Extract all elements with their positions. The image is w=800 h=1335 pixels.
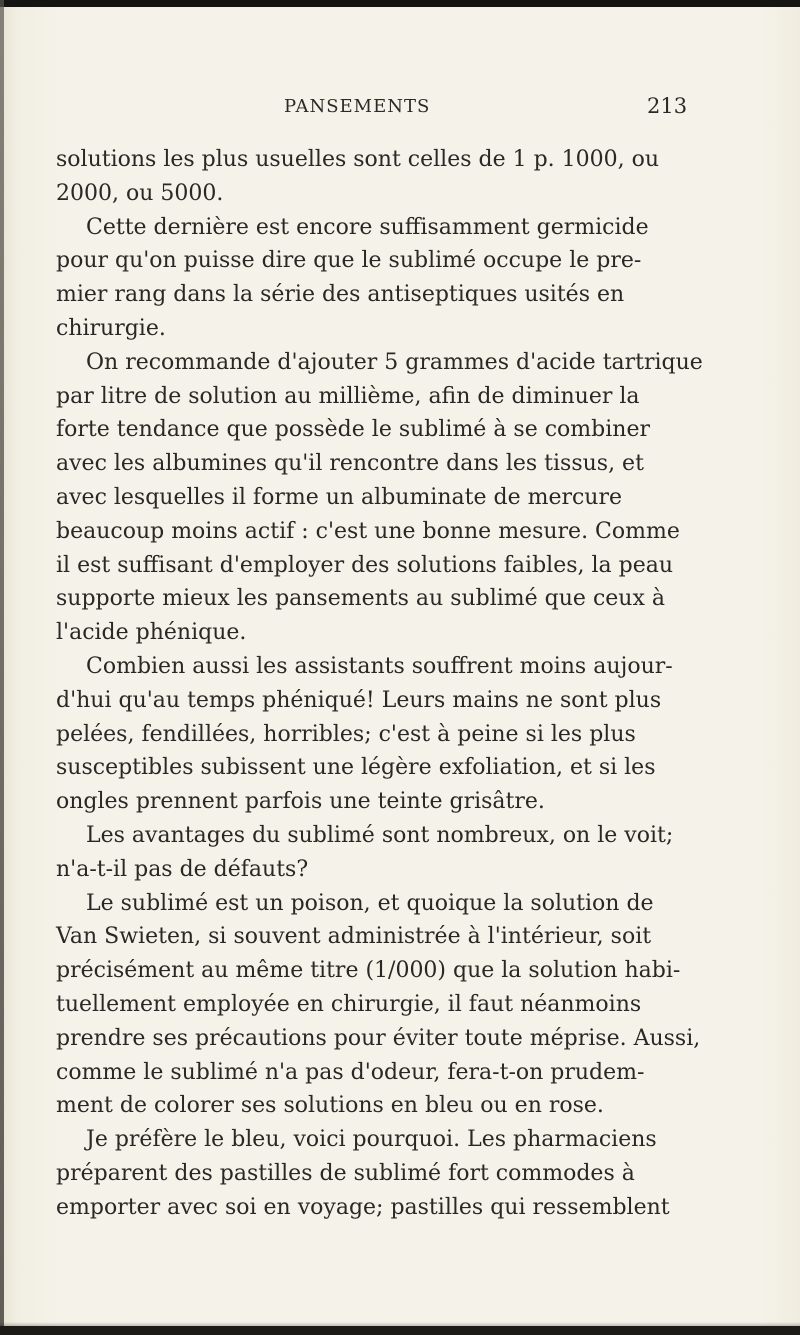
text-line: beaucoup moins actif : c'est une bonne mesure. Comme: [56, 518, 680, 544]
text-line: chirurgie.: [56, 315, 166, 341]
text-line: l'acide phénique.: [56, 620, 247, 646]
text-line: Van Swieten, si souvent administrée à l'intérieur, soit: [56, 924, 652, 950]
text-line: par litre de solution au millième, afin de diminuer la: [56, 383, 640, 409]
paragraph-start-line: Combien aussi les assistants souffrent moins aujour-: [86, 653, 673, 679]
text-line: forte tendance que possède le sublimé à se combiner: [56, 417, 650, 443]
paragraph-start-line: Les avantages du sublimé sont nombreux, on le voit;: [86, 822, 674, 848]
text-line: comme le sublimé n'a pas d'odeur, fera-t-on prudem-: [56, 1059, 645, 1085]
text-line: pour qu'on puisse dire que le sublimé occupe le pre-: [56, 248, 642, 274]
paragraph-start-line: Je préfère le bleu, voici pourquoi. Les pharmaciens: [86, 1127, 657, 1153]
text-line: mier rang dans la série des antiseptiques usités en: [56, 282, 625, 308]
text-line: avec les albumines qu'il rencontre dans les tissus, et: [56, 451, 644, 477]
left-page-edge: [0, 0, 4, 1335]
text-line: avec lesquelles il forme un albuminate de mercure: [56, 484, 623, 510]
text-line: n'a-t-il pas de défauts?: [56, 856, 309, 882]
page-number: 213: [647, 94, 688, 118]
text-line: il est suffisant d'employer des solutions faibles, la peau: [56, 552, 674, 578]
top-edge-rule: [0, 0, 800, 7]
paragraph-start-line: On recommande d'ajouter 5 grammes d'acide tartrique: [86, 349, 703, 375]
text-line: susceptibles subissent une légère exfoliation, et si les: [56, 755, 656, 781]
text-line: solutions les plus usuelles sont celles de 1 p. 1000, ou: [56, 147, 660, 172]
text-line: pelées, fendillées, horribles; c'est à peine si les plus: [56, 721, 636, 747]
text-line: 2000, ou 5000.: [56, 180, 224, 206]
paragraph-start-line: Le sublimé est un poison, et quoique la solution de: [86, 890, 654, 916]
text-line: précisément au même titre (1/000) que la solution habi-: [56, 958, 681, 984]
text-line: supporte mieux les pansements au sublimé que ceux à: [56, 586, 665, 612]
text-line: prendre ses précautions pour éviter toute méprise. Aussi,: [56, 1025, 701, 1051]
paragraph-start-line: Cette dernière est encore suffisamment germicide: [86, 214, 649, 240]
text-line: tuellement employée en chirurgie, il faut néanmoins: [56, 991, 642, 1017]
text-line: ment de colorer ses solutions en bleu ou en rose.: [56, 1093, 604, 1119]
text-line: ongles prennent parfois une teinte grisâtre.: [56, 789, 545, 815]
bottom-edge-rule: [0, 1326, 800, 1335]
text-line: préparent des pastilles de sublimé fort commodes à: [56, 1160, 635, 1186]
text-line: d'hui qu'au temps phéniqué! Leurs mains ne sont plus: [56, 687, 662, 713]
body-text: [56, 143, 756, 1225]
text-line: emporter avec soi en voyage; pastilles qui ressemblent: [56, 1194, 670, 1220]
running-head: PANSEMENTS: [284, 96, 431, 117]
